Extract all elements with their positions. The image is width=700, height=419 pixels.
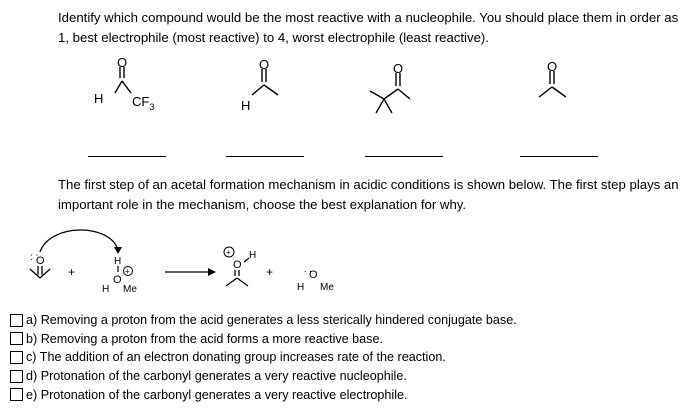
- compound-1-cf3: $CF_3$: [132, 94, 155, 112]
- acid-hydrogen-top: H: [114, 256, 122, 267]
- option-d[interactable]: [10, 367, 690, 386]
- answer-blank-1[interactable]: [88, 156, 166, 157]
- plus-sign-1: +: [68, 265, 76, 279]
- answer-blank-2[interactable]: [226, 156, 304, 157]
- option-d-label[interactable]: d) Protonation of the carbonyl generates a very reactive nucleophile.: [26, 369, 407, 384]
- plus-sign-2: +: [266, 265, 274, 279]
- compound-2-hydrogen: H: [241, 98, 251, 113]
- option-e-label[interactable]: e) Protonation of the carbonyl generates a very reactive electrophile.: [26, 387, 408, 402]
- product-charge: +: [226, 248, 231, 257]
- product-oxygen: O: [233, 259, 242, 271]
- option-e[interactable]: [10, 385, 690, 404]
- reactant-oxygen: O: [36, 255, 45, 267]
- answer-options: [10, 311, 690, 404]
- option-b-checkbox[interactable]: [10, 332, 23, 345]
- option-a-label[interactable]: a) Removing a proton from the acid generates a less sterically hindered conjugate base.: [26, 313, 517, 328]
- reaction-arrow-head: [208, 268, 216, 276]
- option-a[interactable]: [10, 311, 690, 330]
- question-2-text: The first step of an acetal formation mechanism in acidic conditions is shown below. The first step plays an important role in the mechanism, choose the best explanation for why.: [58, 177, 679, 212]
- compound-3-pinacolone: [370, 73, 410, 113]
- option-c-checkbox[interactable]: [10, 351, 23, 364]
- option-c-label[interactable]: c) The addition of an electron donating group increases rate of the reaction.: [26, 350, 446, 365]
- option-a-checkbox[interactable]: [10, 314, 23, 327]
- compounds-diagram: [0, 55, 700, 195]
- compound-1-trifluoroacetaldehyde: [115, 67, 131, 93]
- compound-4-oxygen: O: [547, 59, 558, 74]
- answer-blank-4[interactable]: [520, 156, 598, 157]
- compound-2-oxygen: O: [259, 57, 270, 72]
- reactant-acetone: [30, 266, 50, 278]
- methanol-oxygen: O: [309, 269, 318, 281]
- answer-blank-3[interactable]: [365, 156, 443, 157]
- acid-hydrogen-left: H: [102, 284, 110, 295]
- compound-4-acetone: [539, 71, 566, 97]
- curved-arrow: [40, 230, 118, 252]
- methanol-methyl: Me: [320, 282, 334, 293]
- option-c[interactable]: [10, 348, 690, 367]
- methanol-hydrogen: H: [297, 282, 305, 293]
- mechanism-diagram: [0, 228, 700, 308]
- acid-charge: +: [125, 267, 130, 276]
- compound-2-acetaldehyde: [252, 69, 278, 95]
- option-b[interactable]: [10, 330, 690, 349]
- product-hydrogen: H: [249, 250, 257, 261]
- compound-1-oxygen: O: [117, 55, 128, 70]
- question-1-text: Identify which compound would be the most reactive with a nucleophile. You should place them in order as 1, best electrophile (most reactive) to 4, worst electrophile (least reactive).: [58, 10, 679, 45]
- acid-oxygen: O: [113, 274, 122, 286]
- option-b-label[interactable]: b) Removing a proton from the acid forms a more reactive base.: [26, 331, 383, 346]
- methanol-lone-pairs: . .: [304, 264, 312, 274]
- curved-arrow-head: [114, 247, 122, 254]
- option-e-checkbox[interactable]: [10, 388, 23, 401]
- compound-3-oxygen: O: [393, 61, 404, 76]
- acid-methyl: Me: [123, 284, 137, 295]
- reactant-lone-pairs: : :: [30, 252, 39, 263]
- compound-1-hydrogen: H: [94, 91, 104, 106]
- option-d-checkbox[interactable]: [10, 370, 23, 383]
